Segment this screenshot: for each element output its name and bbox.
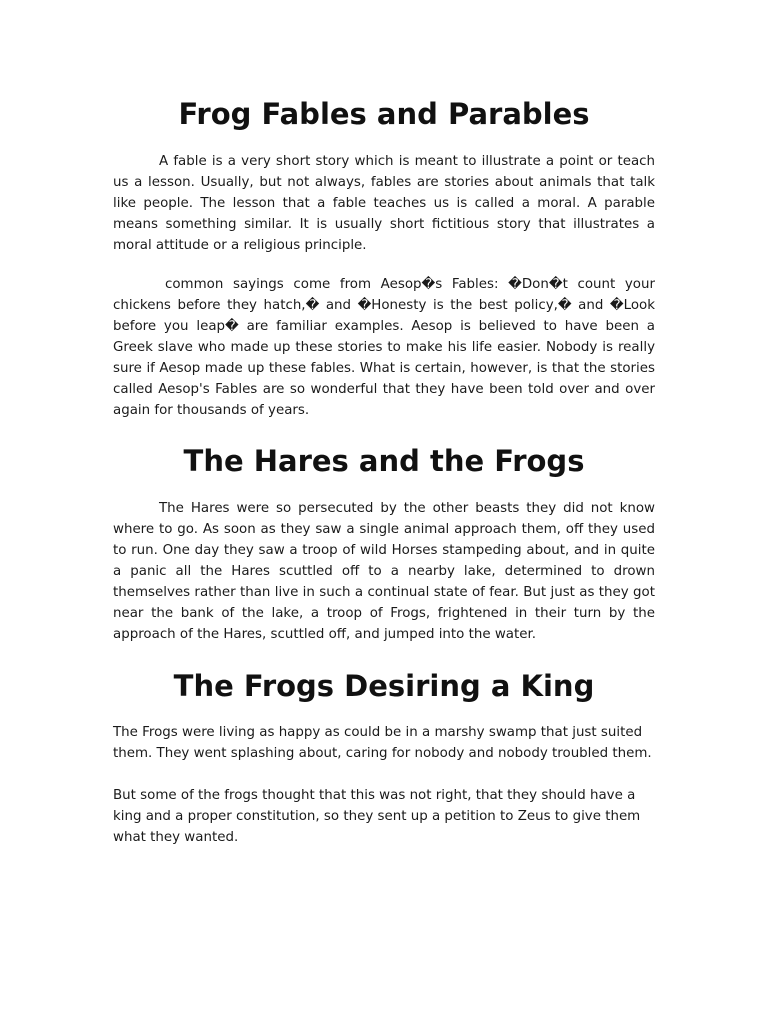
paragraph-aesop-sayings: common sayings come from Aesop�s Fables: �Don�t count your chickens before they hatch,� and �Honesty is the best policy,� and �Look before you leap� are familiar examples. Aesop is believed to have been a Greek slave who made up these stories to make his life easier. Nobody is really sure if Aesop made up these fables. What is certain, however, is that the stories called Aesop's Fables are so wonderful that they have been told over and over again for thousands of years. [113, 277, 655, 418]
paragraph-fable-definition: A fable is a very short story which is meant to illustrate a point or teach us a lesson. Usually, but not always, fables are stories about animals that talk like people. The lesson that a fable teaches us is called a moral. A parable means something similar. It is usually short fictitious story that illustrates a moral attitude or a religious principle. [113, 154, 655, 253]
paragraph-hares-story: The Hares were so persecuted by the other beasts they did not know where to go. As soon as they saw a single animal approach them, off they used to run. One day they saw a troop of wild Horses stampeding about, and in quite a panic all the Hares scuttled off to a nearby lake, determined to drown themselves rather than live in such a continual state of fear. But just as they got near the bank of the lake, a troop of Frogs, frightened in their turn by the approach of the Hares, scuttled off, and jumped into the water. [113, 501, 655, 642]
paragraph-frogs-petition: But some of the frogs thought that this was not right, that they should have a king and a proper constitution, so they sent up a petition to Zeus to give them what they wanted. [113, 788, 641, 845]
section-title-frogs-desiring-king: The Frogs Desiring a King [173, 669, 595, 703]
paragraph-frogs-swamp: The Frogs were living as happy as could be in a marshy swamp that just suited them. They went splashing about, caring for nobody and nobody troubled them. [113, 725, 652, 761]
section-title-hares-and-frogs: The Hares and the Frogs [183, 444, 585, 478]
section-title-frog-fables: Frog Fables and Parables [178, 97, 590, 131]
